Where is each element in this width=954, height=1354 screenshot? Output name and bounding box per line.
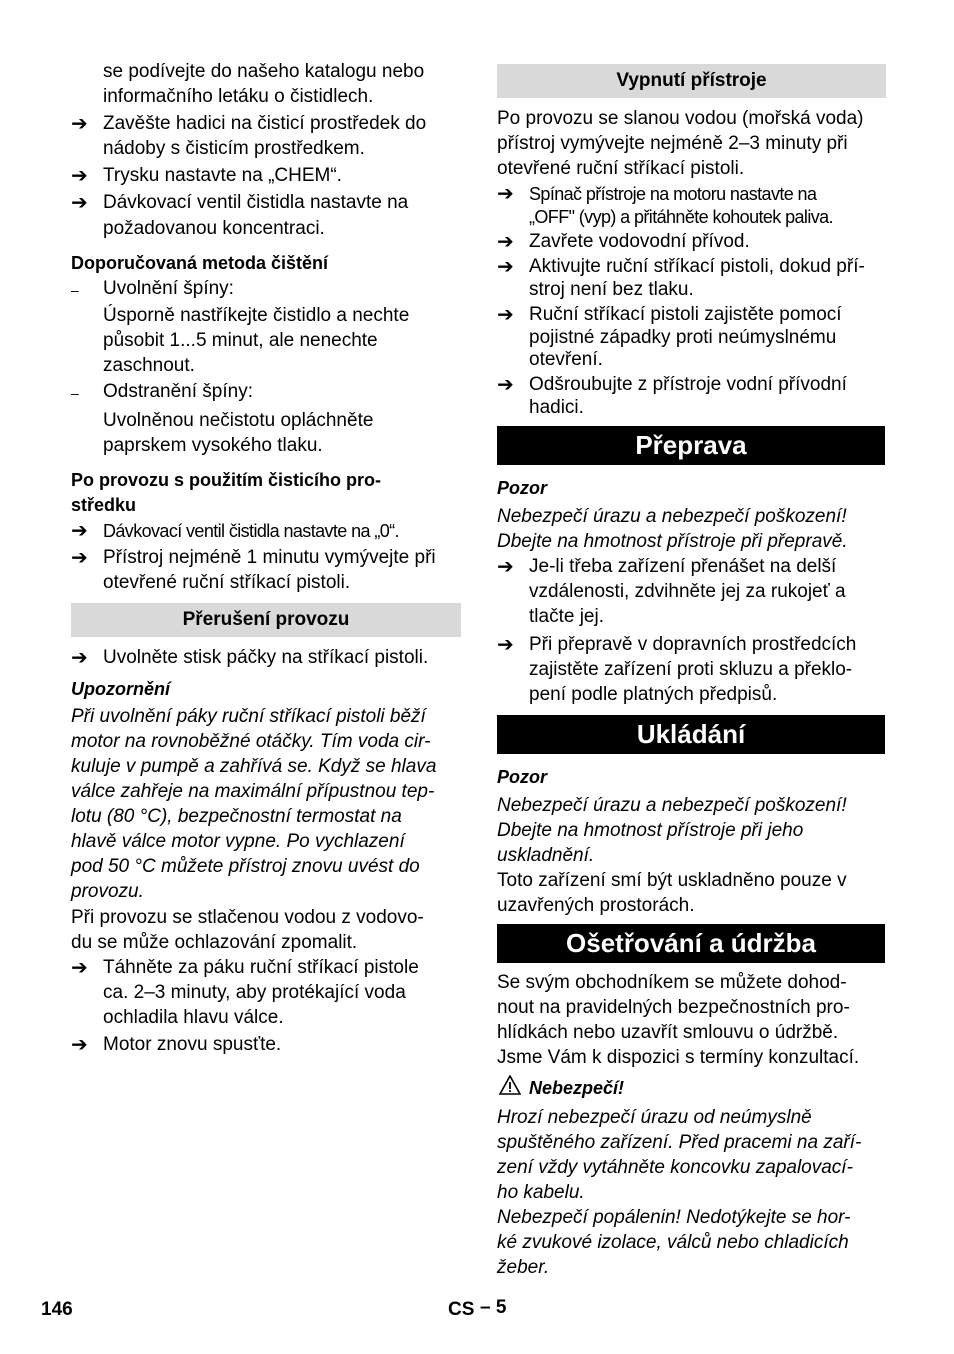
arrow-bullet-icon: ➔ [497, 304, 514, 326]
section-heading: středku [71, 495, 137, 515]
text-line: otevřené ruční stříkací pistoli. [103, 572, 351, 593]
arrow-bullet-icon: ➔ [71, 192, 88, 214]
arrow-bullet-icon: ➔ [497, 556, 514, 578]
storage-title-text: Ukládání [636, 719, 746, 749]
text-line: Zavěšte hadici na čisticí prostředek do [103, 113, 427, 134]
arrow-bullet-icon: ➔ [71, 520, 88, 542]
caution-label: Pozor [497, 767, 548, 787]
text-line: Je-li třeba zařízení přenášet na delší [529, 556, 837, 577]
warning-icon [499, 1075, 521, 1095]
text-line: Uvolněnou nečistotu opláchněte [103, 410, 374, 431]
shutdown-title-text: Vypnutí přístroje [616, 70, 767, 91]
arrow-bullet-icon: ➔ [497, 256, 514, 278]
text-line: „OFF" (vyp) a přitáhněte kohoutek paliva. [529, 207, 833, 227]
notice-line: lotu (80 °C), bezpečnostní termostat na [71, 806, 402, 827]
text-line: Přístroj nejméně 1 minutu vymývejte při [103, 547, 436, 568]
dash-bullet: – [71, 385, 79, 401]
text-line: působit 1...5 minut, ale nenechte [103, 330, 378, 351]
care-line: hlídkách nebo uzavřít smlouvu o údržbě. [497, 1022, 839, 1043]
text-line: tlačte jej. [529, 606, 604, 627]
text-line: zajistěte zařízení proti skluzu a překlo- [529, 659, 853, 680]
text-line: Při přepravě v dopravních prostředcích [529, 634, 857, 655]
danger-line: Nebezpečí popálenin! Nedotýkejte se hor- [497, 1207, 851, 1228]
text-line: Dávkovací ventil čistidla nastavte na „0“. [103, 521, 399, 541]
notice-label: Upozornění [71, 679, 170, 699]
page-number: 146 [41, 1299, 73, 1320]
text-line: vzdálenosti, zdvihněte jej za rukojeť a [529, 581, 846, 602]
text-line: pojistné západky proti neúmyslnému [529, 327, 837, 348]
arrow-bullet-icon: ➔ [497, 374, 514, 396]
text-line: Zavřete vodovodní přívod. [529, 231, 750, 252]
interruption-title-text: Přerušení provozu [182, 609, 350, 630]
notice-line: kuluje v pumpě a zahřívá se. Když se hlava [71, 756, 437, 777]
arrow-bullet-icon: ➔ [71, 547, 88, 569]
text-line: otevřené ruční stříkací pistoli. [497, 158, 745, 179]
transport-title-text: Přeprava [635, 430, 747, 460]
text-line: pení podle platných předpisů. [529, 684, 778, 705]
text-line: nádoby s čisticím prostředkem. [103, 138, 365, 159]
care-line: nout na pravidelných bezpečnostních pro- [497, 997, 850, 1018]
text-line: Po provozu se slanou vodou (mořská voda) [497, 108, 864, 129]
arrow-bullet-icon: ➔ [497, 231, 514, 253]
danger-line: Hrozí nebezpečí úrazu od neúmyslně [497, 1107, 812, 1128]
danger-label: Nebezpečí! [529, 1078, 625, 1098]
section-heading: Po provozu s použitím čisticího pro- [71, 470, 382, 490]
text-line: Dávkovací ventil čistidla nastavte na [103, 192, 409, 213]
care-title-text: Ošetřování a údržba [566, 928, 816, 958]
text-line: Ruční stříkací pistoli zajistěte pomocí [529, 304, 842, 325]
text-line: ca. 2–3 minuty, aby protékající voda [103, 982, 406, 1003]
dash-bullet: – [71, 282, 79, 298]
text-line: Táhněte za páku ruční stříkací pistole [103, 957, 419, 978]
caution-label: Pozor [497, 478, 548, 498]
interruption-title [71, 603, 461, 637]
text-line: uzavřených prostorách. [497, 895, 695, 916]
caution-line: uskladnění. [497, 845, 595, 866]
text-line: Odstranění špíny: [103, 381, 253, 402]
arrow-bullet-icon: ➔ [71, 113, 88, 135]
notice-line: pod 50 °C můžete přístroj znovu uvést do [71, 856, 420, 877]
care-title [497, 924, 885, 963]
caution-line: Dbejte na hmotnost přístroje při přepravě. [497, 531, 848, 552]
text-line: Toto zařízení smí být uskladněno pouze v [497, 870, 847, 891]
notice-line: provozu. [71, 881, 144, 902]
transport-title [497, 426, 885, 465]
section-number: – 5 [480, 1297, 507, 1318]
caution-line: Dbejte na hmotnost přístroje při jeho [497, 820, 804, 841]
danger-line: žeber. [497, 1257, 550, 1278]
storage-title [497, 715, 885, 754]
text-line: Aktivujte ruční stříkací pistoli, dokud pří- [529, 256, 865, 277]
section-heading: Doporučovaná metoda čištění [71, 253, 329, 273]
arrow-bullet-icon: ➔ [71, 957, 88, 979]
arrow-bullet-icon: ➔ [497, 183, 514, 205]
text-line: přístroj vymývejte nejméně 2–3 minuty při [497, 133, 848, 154]
notice-line: motor na rovnoběžné otáčky. Tím voda cir- [71, 731, 431, 752]
text-line: požadovanou koncentraci. [103, 218, 325, 239]
text-line: du se může ochlazování zpomalit. [71, 932, 358, 953]
caution-line: Nebezpečí úrazu a nebezpečí poškození! [497, 506, 847, 527]
language-code: CS [448, 1299, 475, 1320]
text-line: Motor znovu spusťte. [103, 1034, 282, 1055]
arrow-bullet-icon: ➔ [497, 634, 514, 656]
text-line: Úsporně nastříkejte čistidlo a nechte [103, 305, 410, 326]
arrow-bullet-icon: ➔ [71, 165, 88, 187]
text-line: zaschnout. [103, 355, 195, 376]
text-line: Trysku nastavte na „CHEM“. [103, 165, 342, 186]
danger-line: ho kabelu. [497, 1182, 585, 1203]
text-line: Při provozu se stlačenou vodou z vodovo- [71, 907, 424, 928]
notice-line: hlavě válce motor vypne. Po vychlazení [71, 831, 405, 852]
text-line: ochladila hlavu válce. [103, 1007, 284, 1028]
text-line: Uvolněte stisk páčky na stříkací pistoli. [103, 647, 429, 668]
text-line: informačního letáku o čistidlech. [103, 86, 374, 107]
care-line: Se svým obchodníkem se můžete dohod- [497, 972, 847, 993]
caution-line: Nebezpečí úrazu a nebezpečí poškození! [497, 795, 847, 816]
text-line: paprskem vysokého tlaku. [103, 435, 323, 456]
text-line: hadici. [529, 397, 584, 418]
arrow-bullet-icon: ➔ [71, 1034, 88, 1056]
text-line: se podívejte do našeho katalogu nebo [103, 61, 425, 82]
danger-line: ké zvukové izolace, válců nebo chladicích [497, 1232, 849, 1253]
text-line: stroj není bez tlaku. [529, 279, 694, 300]
text-line: otevření. [529, 349, 603, 370]
care-line: Jsme Vám k dispozici s termíny konzultací. [497, 1047, 860, 1068]
text-line: Uvolnění špíny: [103, 278, 234, 299]
text-line: Spínač přístroje na motoru nastavte na [529, 184, 817, 204]
text-line: Odšroubujte z přístroje vodní přívodní [529, 374, 847, 395]
danger-line: zení vždy vytáhněte koncovku zapalovací- [497, 1157, 853, 1178]
shutdown-title [497, 64, 886, 98]
notice-line: Při uvolnění páky ruční stříkací pistoli běží [71, 706, 426, 727]
notice-line: válce zahřeje na maximální přípustnou tep- [71, 781, 435, 802]
arrow-bullet-icon: ➔ [71, 647, 88, 669]
danger-line: spuštěného zařízení. Před pracemi na zaří- [497, 1132, 862, 1153]
